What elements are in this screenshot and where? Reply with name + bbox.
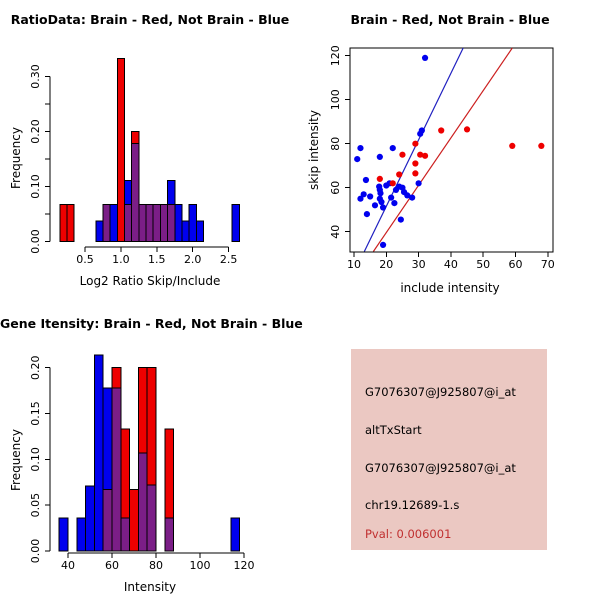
hist-bar-segment — [86, 486, 95, 551]
scatter-point-blue — [380, 204, 386, 210]
scatter-point-blue — [363, 177, 369, 183]
y-tick-label: 0.15 — [29, 401, 42, 426]
scatter-point-blue — [398, 217, 404, 223]
y-tick-label: 100 — [329, 89, 342, 111]
hist-bar-segment — [67, 205, 74, 242]
hist-bar-segment — [231, 518, 240, 551]
hist-bar-segment — [138, 368, 147, 453]
scatter-point-blue — [409, 195, 415, 201]
hist-bar-segment — [147, 485, 156, 551]
x-tick-label: 2.5 — [219, 253, 238, 266]
x-tick-label: 10 — [347, 258, 361, 271]
scatter-point-red — [412, 160, 418, 166]
hist-bar-segment — [103, 388, 112, 490]
hist-bar-segment — [121, 518, 130, 551]
scatter-point-red — [377, 176, 383, 182]
gene-hist-xlabel: Intensity — [123, 580, 177, 594]
y-tick-label: 80 — [329, 136, 342, 151]
y-tick-label: 0.20 — [29, 119, 42, 144]
hist-bar-segment — [196, 221, 203, 241]
hist-bar-segment — [117, 58, 124, 241]
gene-hist-plot — [0, 300, 303, 600]
panel-scatter — [300, 0, 600, 300]
hist-bar-segment — [168, 205, 175, 242]
x-tick-label: 40 — [61, 559, 75, 572]
x-tick-label: 60 — [508, 258, 523, 271]
x-tick-label: 100 — [189, 559, 211, 572]
hist-bar-segment — [94, 355, 103, 551]
scatter-title: Brain - Red, Not Brain - Blue — [350, 12, 550, 27]
gene-hist-ylabel: Frequency — [9, 429, 23, 491]
hist-bar-segment — [232, 205, 239, 242]
event-type-text: altTxStart — [365, 423, 422, 437]
hist-bar-segment — [112, 388, 121, 551]
x-tick-label: 120 — [233, 559, 255, 572]
hist-bar-segment — [168, 180, 175, 204]
scatter-point-blue — [367, 193, 373, 199]
plot-box — [350, 48, 553, 252]
hist-bar-segment — [60, 205, 67, 242]
scatter-point-blue — [417, 131, 423, 137]
ratio-hist-title: RatioData: Brain - Red, Not Brain - Blue — [10, 12, 290, 27]
scatter-point-blue — [378, 199, 384, 205]
hist-bar-segment — [160, 205, 167, 242]
x-tick-label: 1.5 — [148, 253, 166, 266]
x-tick-label: 80 — [149, 559, 163, 572]
hist-bar-segment — [146, 205, 153, 242]
x-tick-label: 0.5 — [76, 253, 94, 266]
y-tick-label: 120 — [329, 45, 342, 67]
ratio-hist-plot — [0, 0, 300, 300]
scatter-point-blue — [422, 55, 428, 61]
ratio-hist-ylabel: Frequency — [9, 127, 23, 189]
ratio-hist-xlabel: Log2 Ratio Skip/Include — [79, 274, 221, 288]
hist-bar-segment — [147, 368, 156, 485]
scatter-point-red — [412, 141, 418, 147]
scatter-point-red — [396, 171, 402, 177]
panel-info — [300, 300, 600, 600]
scatter-point-blue — [361, 191, 367, 197]
scatter-point-blue — [391, 200, 397, 206]
x-tick-label: 60 — [105, 559, 119, 572]
scatter-ylabel: skip intensity — [307, 110, 321, 190]
scatter-point-blue — [388, 195, 394, 201]
probe-id-2-text: G7076307@J925807@i_at — [365, 461, 516, 475]
y-tick-label: 0.05 — [29, 492, 42, 518]
scatter-point-blue — [390, 145, 396, 151]
hist-bar-segment — [103, 205, 110, 242]
y-tick-label: 60 — [329, 180, 342, 195]
y-tick-label: 0.00 — [29, 538, 42, 564]
probe-id-text: G7076307@J925807@i_at — [365, 385, 516, 399]
hist-bar-segment — [110, 205, 117, 242]
x-tick-label: 70 — [540, 258, 555, 271]
scatter-point-blue — [364, 211, 370, 217]
hist-bar-segment — [175, 205, 182, 242]
scatter-point-blue — [380, 242, 386, 248]
hist-bar-segment — [132, 132, 139, 144]
panel-ratio-histogram — [0, 0, 300, 300]
x-tick-label: 40 — [443, 258, 458, 271]
scatter-point-blue — [377, 154, 383, 160]
hist-bar-segment — [96, 221, 103, 241]
scatter-point-red — [399, 152, 405, 158]
hist-bar-segment — [189, 205, 196, 242]
hist-bar-segment — [165, 429, 174, 518]
scatter-point-blue — [416, 180, 422, 186]
scatter-point-red — [438, 127, 444, 133]
scatter-point-blue — [372, 202, 378, 208]
scatter-plot — [300, 0, 600, 300]
hist-bar-segment — [165, 518, 174, 551]
x-tick-label: 2.0 — [183, 253, 202, 266]
x-tick-label: 50 — [476, 258, 491, 271]
scatter-point-red — [390, 180, 396, 186]
scatter-point-red — [422, 153, 428, 159]
scatter-point-blue — [354, 156, 360, 162]
pval-text: Pval: 0.006001 — [365, 527, 452, 541]
hist-bar-segment — [132, 144, 139, 242]
scatter-point-red — [538, 143, 544, 149]
scatter-point-red — [464, 126, 470, 132]
hist-bar-segment — [59, 518, 68, 551]
x-tick-label: 20 — [379, 258, 394, 271]
hist-bar-segment — [121, 429, 130, 518]
hist-bar-segment — [103, 490, 112, 551]
x-tick-label: 1.0 — [112, 253, 130, 266]
hist-bar-segment — [182, 221, 189, 241]
panel-gene-histogram — [0, 300, 303, 600]
hist-bar-segment — [124, 180, 131, 204]
scatter-point-red — [509, 143, 515, 149]
hist-bar-segment — [124, 205, 131, 242]
chromosome-text: chr19.12689-1.s — [365, 498, 460, 512]
x-tick-label: 30 — [411, 258, 426, 271]
hist-bar-segment — [153, 205, 160, 242]
info-box — [351, 349, 547, 550]
hist-bar-segment — [112, 368, 121, 388]
scatter-point-blue — [357, 145, 363, 151]
hist-bar-segment — [130, 490, 139, 551]
y-tick-label: 0.10 — [29, 447, 42, 472]
hist-bar-segment — [139, 205, 146, 242]
y-tick-label: 0.10 — [29, 174, 42, 199]
scatter-point-red — [412, 170, 418, 176]
hist-bar-segment — [77, 518, 86, 551]
gene-hist-title: Gene Itensity: Brain - Red, Not Brain - Blue — [0, 316, 303, 331]
not-brain-fit-line — [364, 48, 463, 252]
y-tick-label: 0.20 — [29, 355, 42, 380]
y-tick-label: 40 — [329, 224, 342, 239]
scatter-xlabel: include intensity — [400, 281, 500, 295]
hist-bar-segment — [138, 453, 147, 551]
y-tick-label: 0.00 — [29, 229, 42, 254]
scatter-point-blue — [377, 190, 383, 196]
y-tick-label: 0.30 — [29, 64, 42, 89]
